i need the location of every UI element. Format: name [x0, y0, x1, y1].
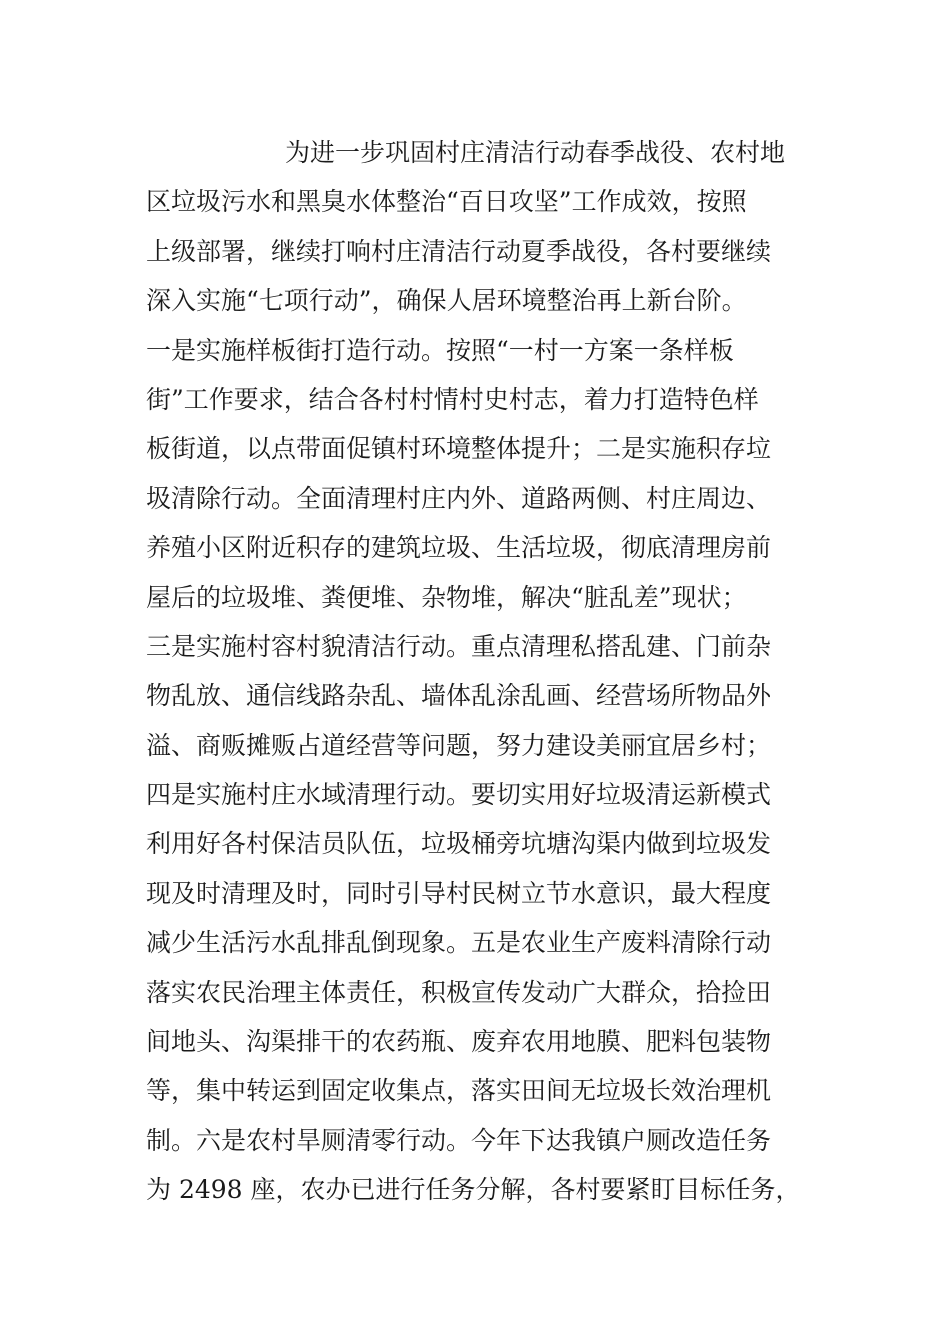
body-paragraph: [146, 128, 846, 1215]
text-line: 落实农民治理主体责任，积极宣传发动广大群众，拾捡田: [146, 977, 772, 1007]
text-line: 现及时清理及时，同时引导村民树立节水意识，最大程度: [146, 878, 772, 908]
text-line: 三是实施村容村貌清洁行动。重点清理私搭乱建、门前杂: [146, 631, 772, 661]
text-line: 屋后的垃圾堆、粪便堆、杂物堆，解决“脏乱差”现状；: [146, 582, 747, 612]
text-line: 物乱放、通信线路杂乱、墙体乱涂乱画、经营场所物品外: [146, 681, 772, 711]
text-line: 板街道，以点带面促镇村环境整体提升；二是实施积存垃: [146, 434, 772, 464]
text-line: 溢、商贩摊贩占道经营等问题，努力建设美丽宜居乡村；: [146, 730, 772, 760]
text-line: 街”工作要求，结合各村村情村史村志，着力打造特色样: [146, 384, 759, 414]
text-line: 为进一步巩固村庄清洁行动春季战役、农村地: [285, 138, 786, 167]
text-line: 四是实施村庄水域清理行动。要切实用好垃圾清运新模式: [146, 780, 772, 810]
text-line: 等，集中转运到固定收集点，落实田间无垃圾长效治理机: [146, 1076, 772, 1106]
text-line: 为 2498 座，农办已进行任务分解，各村要紧盯目标任务，: [146, 1175, 801, 1205]
text-line: 减少生活污水乱排乱倒现象。五是农业生产废料清除行动: [146, 928, 772, 958]
text-line: 区垃圾污水和黑臭水体整治“百日攻坚”工作成效，按照: [146, 187, 747, 217]
text-line: 制。六是农村旱厕清零行动。今年下达我镇户厕改造任务: [146, 1125, 772, 1155]
text-line: 一是实施样板街打造行动。按照“一村一方案一条样板: [146, 335, 734, 365]
text-line: 利用好各村保洁员队伍，垃圾桶旁坑塘沟渠内做到垃圾发: [146, 829, 772, 859]
text-line: 上级部署，继续打响村庄清洁行动夏季战役，各村要继续: [146, 236, 772, 266]
text-line: 养殖小区附近积存的建筑垃圾、生活垃圾，彻底清理房前: [146, 533, 772, 563]
text-line: 间地头、沟渠排干的农药瓶、废弃农用地膜、肥料包装物: [146, 1027, 772, 1057]
text-line: 圾清除行动。全面清理村庄内外、道路两侧、村庄周边、: [146, 483, 772, 513]
text-line: 深入实施“七项行动”，确保人居环境整治再上新台阶。: [146, 286, 747, 316]
